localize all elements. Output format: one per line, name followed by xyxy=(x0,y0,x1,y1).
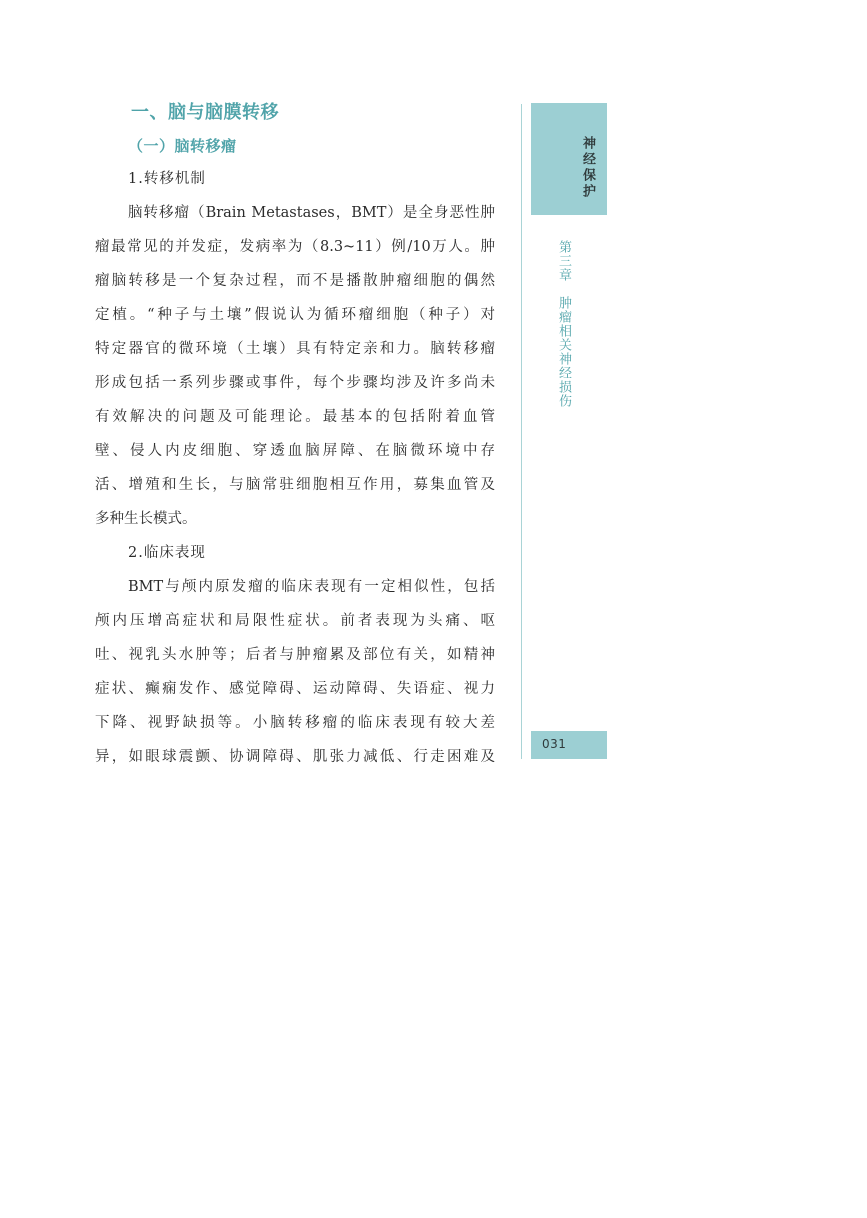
page-number: 031 xyxy=(542,737,567,751)
paragraph-line: 瘤脑转移是一个复杂过程，而不是播散肿瘤细胞的偶然 xyxy=(95,273,495,289)
page-number-badge xyxy=(531,731,607,759)
paragraph-line: 有效解决的问题及可能理论。最基本的包括附着血管 xyxy=(95,409,495,425)
topic-heading-clinical: 2.临床表现 xyxy=(128,545,206,561)
book-section-tab xyxy=(531,103,607,215)
section-heading: 一、脑与脑膜转移 xyxy=(131,102,279,123)
paragraph-mechanism xyxy=(95,196,495,536)
paragraph-line: 吐、视乳头水肿等；后者与肿瘤累及部位有关，如精神 xyxy=(95,647,495,663)
chapter-running-head: 第三章 肿瘤相关神经损伤 xyxy=(556,240,571,408)
paragraph-line: 脑转移瘤（Brain Metastases，BMT）是全身恶性肿 xyxy=(128,205,495,221)
paragraph-clinical xyxy=(95,570,495,774)
paragraph-line: 形成包括一系列步骤或事件，每个步骤均涉及许多尚未 xyxy=(95,375,495,391)
book-section-label: 神经保护 xyxy=(580,136,595,200)
paragraph-line: 颅内压增高症状和局限性症状。前者表现为头痛、呕 xyxy=(95,613,495,629)
paragraph-line: 多种生长模式。 xyxy=(95,511,197,527)
page-content xyxy=(95,96,495,774)
paragraph-line: 壁、侵人内皮细胞、穿透血脑屏障、在脑微环境中存 xyxy=(95,443,495,459)
margin-divider xyxy=(521,104,522,759)
topic-heading-mechanism: 1.转移机制 xyxy=(128,171,206,187)
paragraph-line: 症状、癫痫发作、感觉障碍、运动障碍、失语症、视力 xyxy=(95,681,495,697)
paragraph-line: 定植。“种子与土壤”假说认为循环瘤细胞（种子）对 xyxy=(95,307,495,323)
paragraph-line: BMT与颅内原发瘤的临床表现有一定相似性，包括 xyxy=(128,579,495,595)
paragraph-line: 异，如眼球震颤、协调障碍、肌张力减低、行走困难及 xyxy=(95,749,495,765)
paragraph-line: 特定器官的微环境（土壤）具有特定亲和力。脑转移瘤 xyxy=(95,341,495,357)
subsection-heading: （一）脑转移瘤 xyxy=(128,137,237,155)
paragraph-line: 下降、视野缺损等。小脑转移瘤的临床表现有较大差 xyxy=(95,715,495,731)
paragraph-line: 瘤最常见的并发症，发病率为（8.3~11）例/10万人。肿 xyxy=(95,239,495,255)
paragraph-line: 活、增殖和生长，与脑常驻细胞相互作用，募集血管及 xyxy=(95,477,495,493)
